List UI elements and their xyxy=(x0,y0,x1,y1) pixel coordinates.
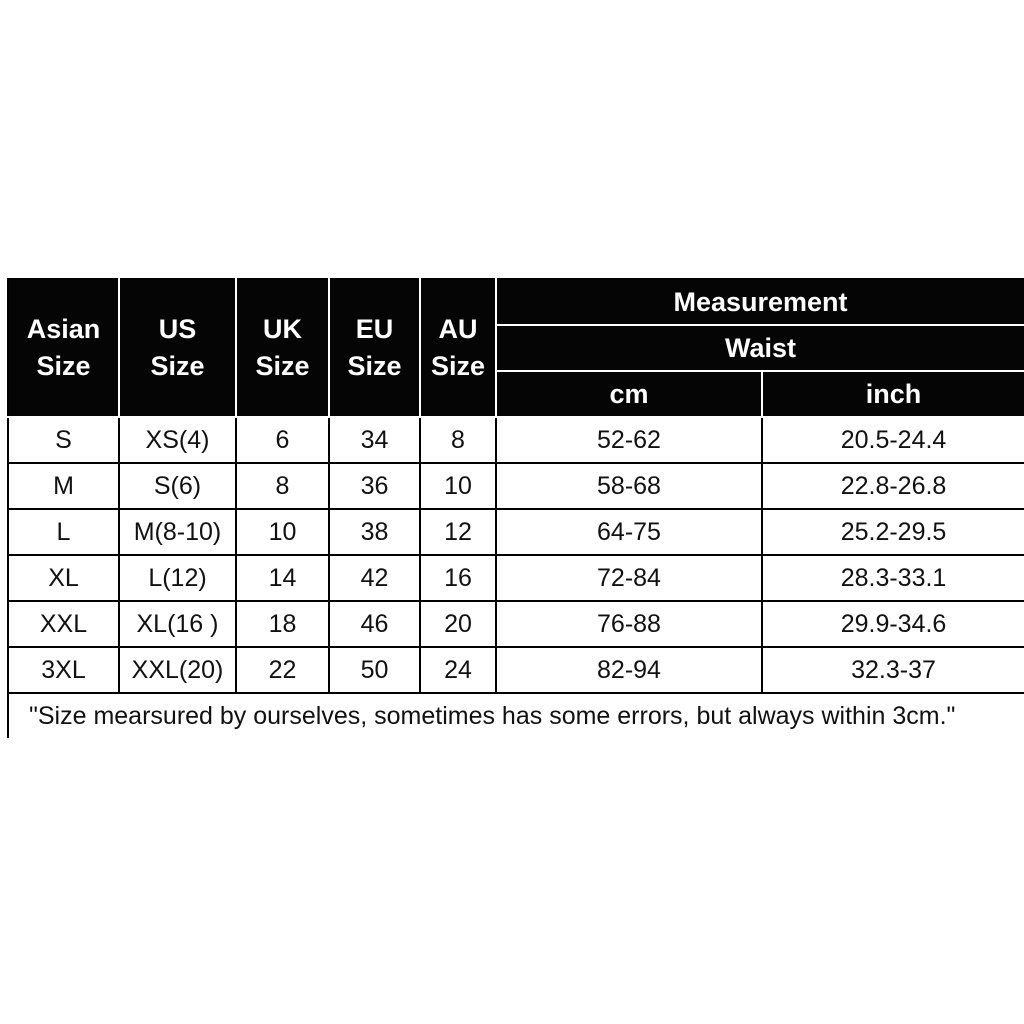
cell-uk-size: 14 xyxy=(236,555,329,601)
header-eu-size xyxy=(329,279,420,417)
cell-waist-inch: 29.9-34.6 xyxy=(762,601,1024,647)
cell-waist-inch: 28.3-33.1 xyxy=(762,555,1024,601)
note-row xyxy=(8,693,1024,738)
table-header xyxy=(8,279,1024,417)
table-row xyxy=(8,463,1024,509)
header-eu-line1: EU xyxy=(355,314,394,344)
cell-asian-size: XL xyxy=(8,555,119,601)
cell-eu-size: 42 xyxy=(329,555,420,601)
cell-asian-size: M xyxy=(8,463,119,509)
cell-au-size: 12 xyxy=(420,509,496,555)
table-row xyxy=(8,417,1024,463)
header-inch: inch xyxy=(762,371,1024,417)
cell-eu-size: 36 xyxy=(329,463,420,509)
cell-eu-size: 50 xyxy=(329,647,420,693)
cell-uk-size: 22 xyxy=(236,647,329,693)
cell-waist-cm: 72-84 xyxy=(496,555,762,601)
cell-us-size: XXL(20) xyxy=(119,647,236,693)
header-uk-size xyxy=(236,279,329,417)
cell-au-size: 24 xyxy=(420,647,496,693)
cell-uk-size: 10 xyxy=(236,509,329,555)
cell-asian-size: S xyxy=(8,417,119,463)
table-row xyxy=(8,601,1024,647)
cell-asian-size: XXL xyxy=(8,601,119,647)
cell-au-size: 20 xyxy=(420,601,496,647)
cell-eu-size: 34 xyxy=(329,417,420,463)
header-asian-line1: Asian xyxy=(26,314,101,344)
cell-eu-size: 38 xyxy=(329,509,420,555)
header-uk-line2: Size xyxy=(255,351,310,381)
header-asian-size xyxy=(8,279,119,417)
header-us-line2: Size xyxy=(150,351,205,381)
cell-waist-cm: 76-88 xyxy=(496,601,762,647)
table-row xyxy=(8,647,1024,693)
cell-us-size: XS(4) xyxy=(119,417,236,463)
cell-waist-cm: 52-62 xyxy=(496,417,762,463)
cell-waist-inch: 32.3-37 xyxy=(762,647,1024,693)
cell-au-size: 10 xyxy=(420,463,496,509)
header-eu-line2: Size xyxy=(347,351,402,381)
cell-waist-cm: 82-94 xyxy=(496,647,762,693)
size-chart-table xyxy=(7,278,1024,738)
cell-eu-size: 46 xyxy=(329,601,420,647)
cell-au-size: 8 xyxy=(420,417,496,463)
measurement-note: "Size mearsured by ourselves, sometimes has some errors, but always within 3cm." xyxy=(8,693,1024,738)
cell-waist-inch: 22.8-26.8 xyxy=(762,463,1024,509)
cell-uk-size: 18 xyxy=(236,601,329,647)
header-us-size xyxy=(119,279,236,417)
header-asian-line2: Size xyxy=(36,351,91,381)
header-measurement: Measurement xyxy=(496,279,1024,325)
header-us-line1: US xyxy=(158,314,197,344)
cell-uk-size: 6 xyxy=(236,417,329,463)
header-au-line1: AU xyxy=(438,314,478,344)
cell-asian-size: L xyxy=(8,509,119,555)
header-au-line2: Size xyxy=(430,351,486,381)
cell-au-size: 16 xyxy=(420,555,496,601)
header-au-size xyxy=(420,279,496,417)
cell-waist-cm: 58-68 xyxy=(496,463,762,509)
cell-waist-inch: 20.5-24.4 xyxy=(762,417,1024,463)
cell-us-size: S(6) xyxy=(119,463,236,509)
header-waist: Waist xyxy=(496,325,1024,371)
header-uk-line1: UK xyxy=(263,314,302,344)
table-row xyxy=(8,555,1024,601)
cell-uk-size: 8 xyxy=(236,463,329,509)
cell-asian-size: 3XL xyxy=(8,647,119,693)
header-cm: cm xyxy=(496,371,762,417)
cell-waist-inch: 25.2-29.5 xyxy=(762,509,1024,555)
table-row xyxy=(8,509,1024,555)
cell-us-size: L(12) xyxy=(119,555,236,601)
cell-us-size: M(8-10) xyxy=(119,509,236,555)
table-body xyxy=(8,417,1024,693)
cell-us-size: XL(16 ) xyxy=(119,601,236,647)
cell-waist-cm: 64-75 xyxy=(496,509,762,555)
